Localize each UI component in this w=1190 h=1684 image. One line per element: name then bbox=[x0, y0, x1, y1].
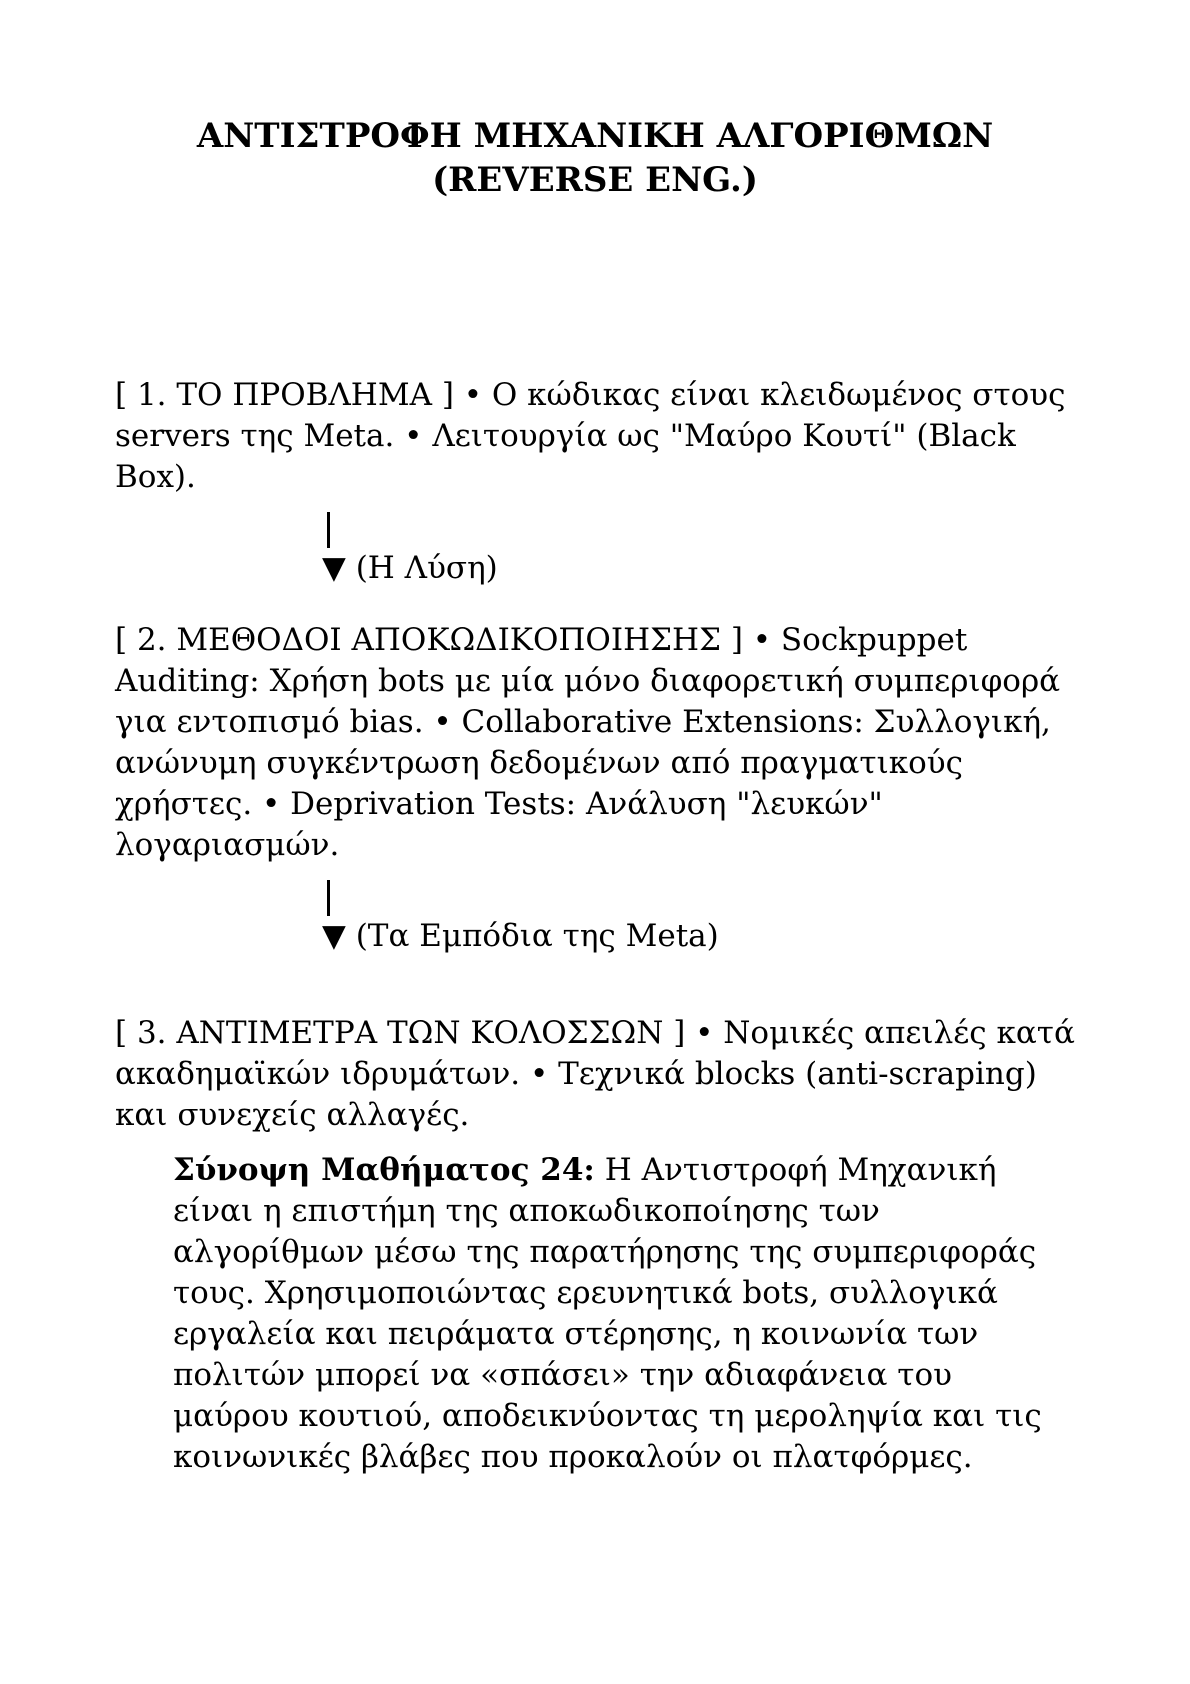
arrow-caption: (Η Λύση) bbox=[355, 550, 498, 586]
page-title bbox=[0, 114, 1190, 202]
section-problem: [ 1. ΤΟ ΠΡΟΒΛΗΜΑ ] • Ο κώδικας είναι κλειδωμένος στους servers της Meta. • Λειτουργία ως "Μαύρο Κουτί" (Black Box). bbox=[115, 377, 1066, 495]
arrow-stem bbox=[327, 880, 330, 916]
arrow-label bbox=[322, 916, 719, 957]
title-line-2: (REVERSE ENG.) bbox=[432, 160, 758, 200]
down-arrow-icon: ▼ bbox=[322, 550, 346, 586]
summary-heading: Σύνοψη Μαθήματος 24: bbox=[173, 1152, 595, 1188]
summary-body: Η Αντιστροφή Μηχανική είναι η επιστήμη της αποκωδικοποίησης των αλγορίθμων μέσω της παρατήρησης της συμπεριφοράς τους. Χρησιμοποιώντας ερευνητικά bots, συλλογικά εργαλεία και πειράματα στέρησης, η κοινωνία των πολιτών μπορεί να «σπάσει» την αδιαφάνεια του μαύρου κουτιού, αποδεικνύοντας τη μεροληψία και τις κοινωνικές βλάβες που προκαλούν οι πλατφόρμες. bbox=[173, 1152, 1042, 1475]
arrow-stem bbox=[327, 512, 330, 548]
section-countermeasures: [ 3. ΑΝΤΙΜΕΤΡΑ ΤΩΝ ΚΟΛΟΣΣΩΝ ] • Νομικές απειλές κατά ακαδημαϊκών ιδρυμάτων. • Τεχνικά blocks (anti-scraping) και συνεχείς αλλαγές. bbox=[115, 1015, 1075, 1133]
down-arrow-icon: ▼ bbox=[322, 918, 346, 954]
arrow-caption: (Τα Εμπόδια της Meta) bbox=[355, 918, 719, 954]
arrow-label bbox=[322, 548, 498, 589]
title-line-1: ΑΝΤΙΣΤΡΟΦΗ ΜΗΧΑΝΙΚΗ ΑΛΓΟΡΙΘΜΩΝ bbox=[196, 116, 994, 156]
lesson-summary bbox=[173, 1150, 1053, 1478]
section-methods: [ 2. ΜΕΘΟΔΟΙ ΑΠΟΚΩΔΙΚΟΠΟΙΗΣΗΣ ] • Sockpuppet Auditing: Χρήση bots με μία μόνο διαφορετική συμπεριφορά για εντοπισμό bias. • Collaborative Extensions: Συλλογική, ανώνυμη συγκέντρωση δεδομένων από πραγματικούς χρήστες. • Deprivation Tests: Ανάλυση "λευκών" λογαριασμών. bbox=[115, 622, 1061, 863]
